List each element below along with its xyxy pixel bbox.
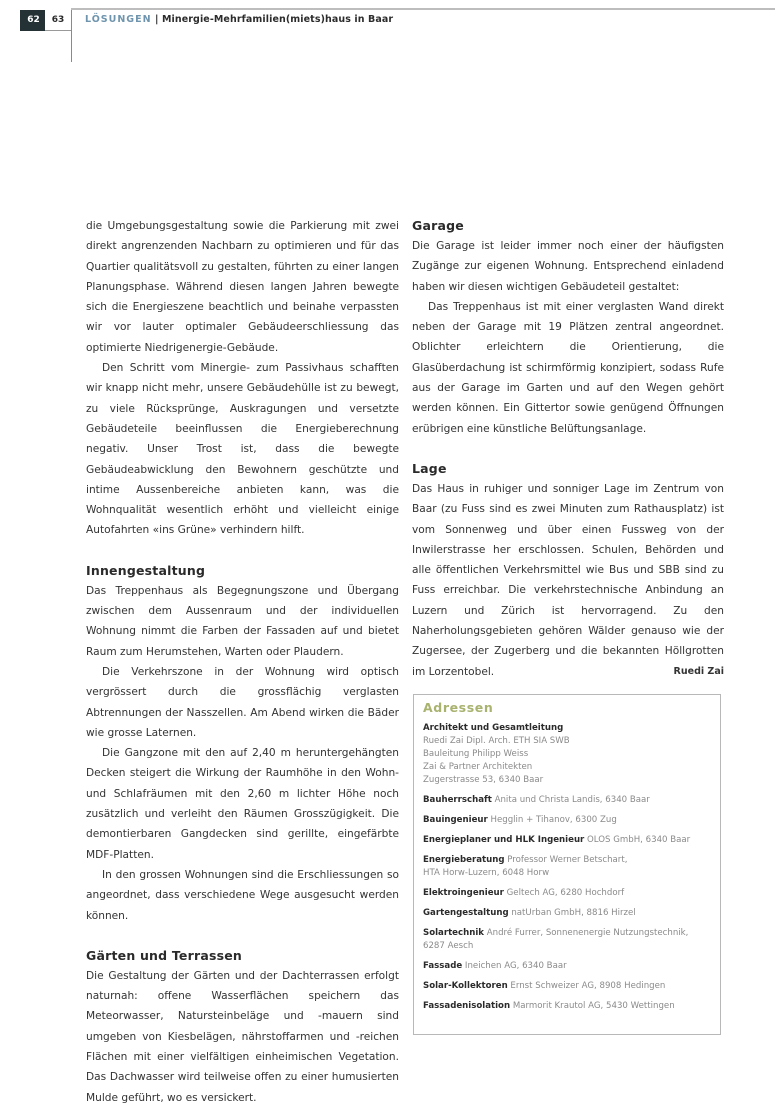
entry-line: Ruedi Zai Dipl. Arch. ETH SIA SWB (423, 736, 570, 746)
paragraph: Die Gestaltung der Gärten und der Dachterrassen erfolgt naturnah: offene Wasserflächen speichern das Meteorwasser, Natursteinbeläge und -mauern sind umgeben von Kiesbelägen, nährstoffarmen und -reichen Flächen mit einer vielfältigen einheimischen Vegetation. Das Dachwasser wird teilweise offen zu einer humusierten Mulde geführt, wo es versickert. (86, 969, 399, 1104)
paragraph: Die Gangzone mit den auf 2,40 m heruntergehängten Decken steigert die Wirkung der Raumhöhe in den Wohn- und Schlafräumen mit den 2,60 m lichter Höhe noch zusätzlich und verleiht den Räumen Grosszügigkeit. Die demontierbaren Gangdecken sind gerillte, eingefärbte MDF-Platten. (86, 747, 399, 861)
address-entry (423, 814, 711, 827)
entry-label: Fassade (423, 961, 463, 971)
paragraph: Die Verkehrszone in der Wohnung wird optisch vergrössert durch die grossflächig verglasten Abtrennungen der Nasszellen. Am Abend wirken die Bäder wie grosse Laternen. (86, 665, 399, 739)
header-divider (71, 10, 72, 62)
paragraph: In den grossen Wohnungen sind die Erschliessungen so angeordnet, dass verschiedene Wege ausgesucht werden können. (86, 868, 399, 922)
entry-value: Ineichen AG, 6340 Baar (464, 961, 567, 971)
entry-label: Bauingenieur (423, 815, 488, 825)
right-column (412, 216, 724, 682)
paragraph: Das Treppenhaus ist mit einer verglasten Wand direkt neben der Garage mit 19 Plätzen zentral angeordnet. Oblichter erleichtern die Orientierung, die Glasüberdachung ist schirmförmig konzipiert, sodass Rufe aus der Garage im Garten und auf den Wegen gehört werden können. Ein Gittertor sowie genügend Öffnungen erübrigen eine künstliche Belüftungsanlage. (412, 300, 724, 435)
section-label: LÖSUNGEN (85, 14, 152, 25)
left-column (86, 216, 399, 1108)
entry-line: Bauleitung Philipp Weiss (423, 749, 529, 759)
entry-label: Energieplaner und HLK Ingenieur (423, 835, 585, 845)
running-header (85, 14, 393, 25)
paragraph: Den Schritt vom Minergie- zum Passivhaus schafften wir knapp nicht mehr, unsere Gebäudehülle ist zu bewegt, zu viele Rücksprünge, Auskragungen und versetzte Gebäudeteile beeinflussen die Energieberechnung negativ. Unser Trost ist, dass die bewegte Gebäudeabwicklung den Bewohnern geschützte und intime Aussenbereiche anbieten kann, was die Wohnqualität wesentlich erhöht und vielleicht einige Autofahrten «ins Grüne» verhindern hilft. (86, 362, 399, 537)
addresses-box (413, 694, 721, 1035)
header-separator: | (151, 14, 162, 25)
page-number-right: 63 (45, 10, 72, 31)
heading-gaerten: Gärten und Terrassen (86, 947, 243, 963)
entry-label: Fassadenisolation (423, 1001, 511, 1011)
entry-value: André Furrer, Sonnenenergie Nutzungstechnik, (486, 928, 689, 938)
address-entry (423, 834, 711, 847)
address-entry (423, 1000, 711, 1013)
page-number-left: 62 (20, 10, 47, 31)
entry-label: Solar-Kollektoren (423, 981, 508, 991)
address-entry (423, 960, 711, 973)
entry-value-line2: HTA Horw-Luzern, 6048 Horw (423, 868, 550, 878)
entry-label: Bauherrschaft (423, 795, 492, 805)
entry-value-line2: 6287 Aesch (423, 941, 474, 951)
entry-label: Solartechnik (423, 928, 485, 938)
paragraph-lage: Das Haus in ruhiger und sonniger Lage im Zentrum von Baar (zu Fuss sind es zwei Minuten zum Rathausplatz) ist vom Sonnenweg und über einen Fussweg von der Inwilerstrasse her erschlossen. Schulen, Behörden und alle öffentlichen Verkehrsmittel wie Bus und SBB sind zu Fuss erreichbar. Die verkehrstechnische Anbindung an Luzern und Zürich ist hervorragend. Zu den Naherholungsgebieten gehören Wälder genauso wie der Zugersee, der Zugerberg und die bekannten Höllgrotten im Lorzentobel. Ruedi Zai (412, 479, 724, 682)
entry-value: Professor Werner Betschart, (507, 855, 628, 865)
paragraph: Das Treppenhaus als Begegnungszone und Übergang zwischen dem Aussenraum und der individuellen Wohnung nimmt die Farben der Fassaden auf und bietet Raum zum Herumstehen, Warten oder Plaudern. (86, 584, 399, 658)
entry-value: Ernst Schweizer AG, 8908 Hedingen (510, 981, 666, 991)
entry-value: OLOS GmbH, 6340 Baar (587, 835, 691, 845)
author-signature: Ruedi Zai (673, 665, 724, 677)
article-title: Minergie-Mehrfamilien(miets)haus in Baar (161, 14, 394, 25)
address-entry (423, 794, 711, 807)
address-entry (423, 907, 711, 920)
address-entry (423, 854, 711, 880)
entry-value: Anita und Christa Landis, 6340 Baar (494, 795, 650, 805)
entry-label: Energieberatung (423, 855, 505, 865)
entry-value: Hegglin + Tihanov, 6300 Zug (490, 815, 617, 825)
address-entry (423, 887, 711, 900)
entry-label: Elektroingenieur (423, 888, 504, 898)
address-entry (423, 927, 711, 953)
paragraph: Die Garage ist leider immer noch einer der häufigsten Zugänge zur eigenen Wohnung. Entsprechend einladend haben wir diesen wichtigen Gebäudeteil gestaltet: (412, 240, 724, 293)
entry-value: Geltech AG, 6280 Hochdorf (506, 888, 625, 898)
entry-label: Architekt und Gesamtleitung (423, 723, 564, 733)
top-rule (71, 8, 775, 10)
entry-value: natUrban GmbH, 8816 Hirzel (511, 908, 636, 918)
entry-line: Zugerstrasse 53, 6340 Baar (423, 775, 544, 785)
address-entry-architekt (423, 722, 711, 787)
paragraph: die Umgebungsgestaltung sowie die Parkierung mit zwei direkt angrenzenden Nachbarn zu optimieren und für das Quartier qualitätsvoll zu gestalten, führten zu einer langen Planungsphase. Während diesen langen Jahren bewegte sich die Energieszene beachtlich und beinahe verpassten wir vor lauter optimaler Gebäudeerschliessung das optimierte Niedrigenergie-Gebäude. (86, 220, 399, 354)
heading-garage: Garage (412, 218, 464, 233)
addresses-title: Adressen (423, 700, 494, 715)
entry-label: Gartengestaltung (423, 908, 509, 918)
entry-value: Marmorit Krautol AG, 5430 Wettingen (512, 1001, 675, 1011)
entry-line: Zai & Partner Architekten (423, 762, 533, 772)
address-entry (423, 980, 711, 993)
heading-innengestaltung: Innengestaltung (86, 562, 206, 578)
heading-lage: Lage (412, 460, 447, 476)
